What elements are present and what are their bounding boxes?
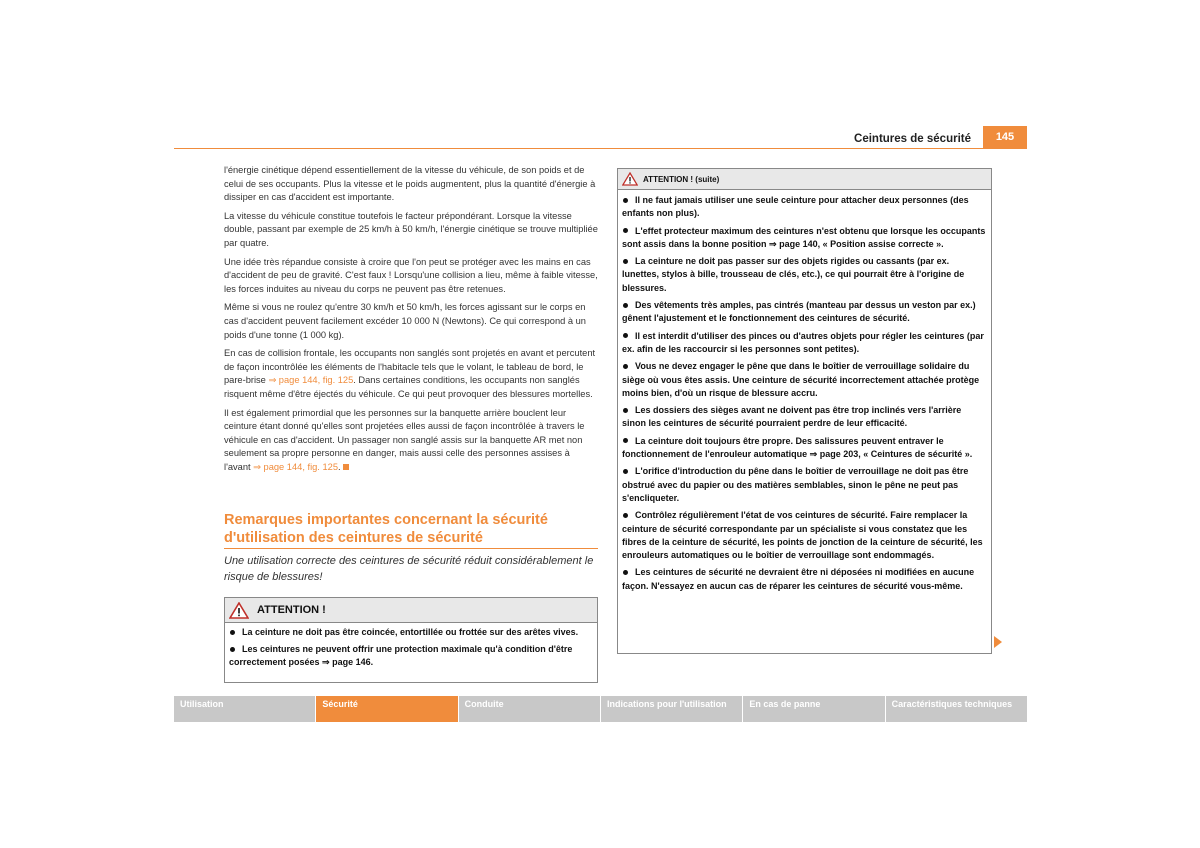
list-item-text: Les ceintures ne peuvent offrir une protection maximale qu'à condition d'être correctement posées ⇒ page 146. [229, 644, 573, 668]
paragraph: l'énergie cinétique dépend essentiellement de la vitesse du véhicule, de son poids et de celui de ses occupants. Plus la vitesse et le poids augmentent, plus la quantité d'énergie à dissiper en cas d'accident est importante. [224, 165, 596, 203]
page-title: Ceintures de sécurité [854, 133, 971, 145]
warning-triangle-icon [622, 172, 638, 186]
list-item [622, 465, 987, 505]
tab-conduite[interactable]: Conduite [459, 696, 600, 722]
paragraph [224, 347, 598, 401]
bullet-icon [623, 303, 628, 308]
bullet-icon [623, 469, 628, 474]
page-number: 145 [983, 126, 1027, 148]
paragraph [224, 407, 598, 475]
list-item-text: Des vêtements très amples, pas cintrés (manteau par dessus un veston par ex.) gênent l'ajustement et le fonctionnement des ceintures de sécurité. [622, 300, 976, 324]
warning-body [225, 623, 597, 670]
warning-continued-body [618, 190, 991, 593]
list-item [622, 330, 987, 357]
section-end-marker-icon [343, 464, 349, 470]
list-item-text: Il est interdit d'utiliser des pinces ou d'autres objets pour régler les ceintures (par ex. afin de les raccourcir si les personnes sont petites). [622, 330, 984, 354]
list-item-text: Il ne faut jamais utiliser une seule ceinture pour attacher deux personnes (des enfants non plus). [622, 195, 969, 219]
continue-arrow-icon [994, 636, 1002, 648]
bullet-icon [623, 228, 628, 233]
list-item-text: L'orifice d'introduction du pêne dans le boîtier de verrouillage ne doit pas être obstrué avec du papier ou des matières semblables, sinon le pêne ne peut pas s'encliqueter. [622, 466, 969, 503]
list-item-text: Contrôlez régulièrement l'état de vos ceintures de sécurité. Faire remplacer la ceinture de sécurité correspondante par un spécialiste si vous constatez que les fibres de la ceinture de sécurité, les points de jonction de la ceinture de sécurité, les enrouleurs automatiques ou le boîtier de verrouillage sont endommagés. [622, 510, 983, 561]
chapter-navigation [174, 696, 1027, 722]
paragraph-text: En cas de collision frontale, les occupants non sanglés sont projetés en avant et percutent de façon incontrôlée les éléments de l'habitacle tels que le volant, le tableau de bord, le pare-brise [224, 348, 596, 386]
list-item [229, 626, 593, 639]
paragraph: Une idée très répandue consiste à croire que l'on peut se protéger avec les mains en cas d'accident de peu de gravité. C'est faux ! Lorsqu'une collision a lieu, même à faible vitesse, les forces induites au niveau du corps ne peuvent pas être retenues. [224, 256, 598, 294]
list-item-text: Les ceintures de sécurité ne devraient être ni déposées ni modifiées en aucune façon. N'essayez en aucun cas de réparer les ceintures de sécurité vous-même. [622, 567, 975, 591]
tab-utilisation[interactable]: Utilisation [174, 696, 315, 722]
warning-label: ATTENTION ! [257, 604, 326, 616]
bullet-icon [623, 438, 628, 443]
bullet-icon [623, 333, 628, 338]
list-item [229, 643, 593, 669]
warning-triangle-icon [229, 602, 249, 619]
section-rule [224, 548, 598, 549]
bullet-icon [230, 647, 235, 652]
list-item [622, 509, 987, 562]
cross-reference-link[interactable]: ⇒ page 144, fig. 125 [268, 375, 354, 386]
body-text-column [224, 164, 598, 479]
bullet-icon [623, 570, 628, 575]
list-item [622, 360, 987, 400]
list-item-text: La ceinture ne doit pas passer sur des objets rigides ou cassants (par ex. lunettes, stylos à bille, trousseau de clés, etc.), ce qui pourrait être à l'origine de blessures. [622, 256, 965, 293]
list-item [622, 225, 987, 252]
section-intro: Une utilisation correcte des ceintures de sécurité réduit considérablement le risque de blessures! [224, 555, 594, 583]
bullet-icon [623, 408, 628, 413]
list-item-text: La ceinture doit toujours être propre. Des salissures peuvent entraver le fonctionnement de l'enrouleur automatique ⇒ page 203, « Ceintures de sécurité ». [622, 435, 973, 460]
list-item-text: Les dossiers des sièges avant ne doivent pas être trop inclinés vers l'arrière sinon les ceintures de sécurité pourraient perdre de leur efficacité. [622, 405, 962, 429]
header-rule [174, 148, 1027, 149]
section-heading: Remarques importantes concernant la sécurité d'utilisation des ceintures de sécurité [224, 512, 548, 546]
bullet-icon [623, 198, 628, 203]
bullet-icon [623, 364, 628, 369]
paragraph: La vitesse du véhicule constitue toutefois le facteur prépondérant. Lorsque la vitesse double, passant par exemple de 25 km/h à 50 km/h, l'énergie cinétique se trouve multipliée par quatre. [224, 210, 598, 248]
paragraph: Même si vous ne roulez qu'entre 30 km/h et 50 km/h, les forces agissant sur le corps en cas d'accident peuvent facilement excéder 10 000 N (Newtons). Ce qui correspond à un poids d'une tonne (1 000 kg). [224, 302, 586, 340]
warning-continued-box [617, 168, 992, 654]
bullet-icon [623, 259, 628, 264]
bullet-icon [230, 630, 235, 635]
tab-en-cas-de-panne[interactable]: En cas de panne [743, 696, 884, 722]
warning-header [225, 598, 597, 623]
list-item [622, 299, 987, 326]
list-item [622, 194, 987, 221]
paragraph-text: . Dans certaines conditions, les occupants non sanglés risquent même d'être éjectés du véhicule. Ce qui peut provoquer des blessures mortelles. [224, 375, 593, 399]
warning-box [224, 597, 598, 683]
list-item [622, 435, 987, 462]
paragraph-text: . [337, 461, 341, 472]
list-item [622, 404, 987, 431]
tab-caracteristiques[interactable]: Caractéristiques techniques [886, 696, 1027, 722]
warning-continued-label: ATTENTION ! (suite) [643, 174, 720, 184]
tab-indications[interactable]: Indications pour l'utilisation [601, 696, 742, 722]
tab-securite[interactable]: Sécurité [316, 696, 457, 722]
cross-reference-link[interactable]: ⇒ page 144, fig. 125 [253, 461, 338, 472]
list-item [622, 255, 987, 295]
warning-continued-header [618, 169, 991, 190]
bullet-icon [623, 513, 628, 518]
paragraph-text: Il est également primordial que les personnes sur la banquette arrière bouclent leur ceinture étant donné qu'elles sont projetées elles aussi de façon incontrôlée à travers le véhicule en cas d'accident. Un passager non sanglé assis sur la banquette AR met non seulement sa propre personne en danger, mais aussi celle des personnes assises à l'avant [224, 407, 585, 472]
list-item [622, 566, 987, 593]
list-item-text: La ceinture ne doit pas être coincée, entortillée ou frottée sur des arêtes vives. [242, 627, 579, 637]
list-item-text: L'effet protecteur maximum des ceintures n'est obtenu que lorsque les occupants sont assis dans la bonne position ⇒ page 140, « Position assise correcte ». [622, 225, 986, 249]
list-item-text: Vous ne devez engager le pêne que dans le boîtier de verrouillage solidaire du siège où vous êtes assis. Une ceinture de sécurité incorrectement attachée protège moins bien, d'où un risque de blessure accru. [622, 361, 980, 398]
